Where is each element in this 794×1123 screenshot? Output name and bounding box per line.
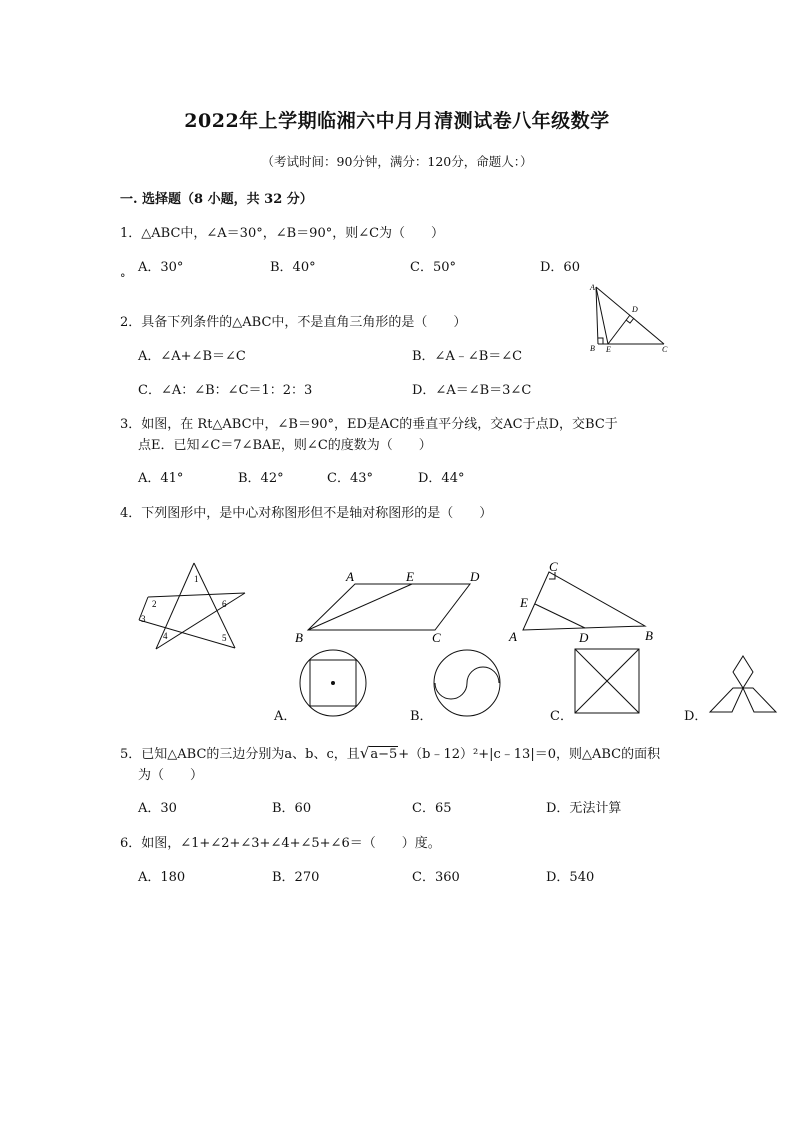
q3-label-b: B [590, 344, 595, 353]
q3-option-c: C．43° [327, 471, 373, 486]
para-label-c: C [432, 630, 441, 645]
q3-label-a: A [590, 283, 595, 292]
star-angle-4: 4 [163, 631, 168, 641]
question-6-stem: 6．如图，∠1+∠2+∠3+∠4+∠5+∠6＝（ ）度。 [120, 836, 441, 851]
q3-right-angle-b [598, 338, 603, 344]
q5-radicand: a−5 [370, 747, 398, 762]
q4-option-d: D． [684, 709, 708, 724]
tri-label-a: A [509, 629, 517, 644]
q5-option-d: D．无法计算 [546, 801, 622, 816]
para-label-b: B [295, 630, 303, 645]
page-title: 2022年上学期临湘六中月月清测试卷八年级数学 [184, 110, 610, 132]
q1-option-c: C．50° [410, 260, 456, 275]
star-angle-5: 5 [222, 633, 227, 643]
q2-option-a: A．∠A+∠B＝∠C [138, 349, 246, 364]
q2-option-c: C．∠A：∠B：∠C＝1：2：3 [138, 383, 313, 398]
question-5-stem-line1: 5．已知△ABC的三边分别为a、b、c，且√a−5+（b﹣12）²+|c﹣13|＝0，则△ABC的面积 [120, 744, 661, 762]
q4-option-b: B． [410, 709, 433, 724]
q5-option-a: A．30 [138, 801, 177, 816]
parallelogram-figure [290, 565, 490, 647]
section-heading: 一. 选择题（8 小题，共 32 分） [120, 192, 313, 207]
tri-label-e: E [520, 595, 528, 610]
q4-figure-d [708, 654, 778, 714]
star-figure [134, 560, 249, 655]
exam-info: （考试时间：90分钟，满分：120分，命题人：） [261, 154, 533, 169]
q3-figure [586, 282, 676, 354]
q6-option-c: C．360 [412, 870, 460, 885]
question-4-stem: 4．下列图形中，是中心对称图形但不是轴对称图形的是（ ） [120, 506, 493, 521]
q2-option-b: B．∠A﹣∠B＝∠C [412, 349, 523, 364]
question-3-stem-line2: 点E．已知∠C＝7∠BAE，则∠C的度数为（ ） [138, 438, 432, 453]
q5-option-b: B．60 [272, 801, 312, 816]
tri-label-d: D [579, 630, 589, 645]
q1-option-b: B．40° [270, 260, 316, 275]
q6-option-b: B．270 [272, 870, 320, 885]
q4-option-c: C． [550, 709, 573, 724]
q2-option-d: D．∠A＝∠B＝3∠C [412, 383, 532, 398]
q5-stem-post: +（b﹣12）²+|c﹣13|＝0，则△ABC的面积 [398, 747, 661, 762]
para-label-a: A [346, 569, 354, 584]
para-label-e: E [406, 569, 414, 584]
q3-option-b: B．42° [238, 471, 284, 486]
para-label-d: D [470, 569, 480, 584]
q3-label-e: E [606, 345, 611, 354]
q5-stem-pre: 5．已知△ABC的三边分别为a、b、c，且 [120, 747, 360, 762]
question-1-stem: 1．△ABC中，∠A＝30°，∠B＝90°，则∠C为（ ） [120, 226, 445, 241]
question-3-stem-line1: 3．如图，在 Rt△ABC中，∠B＝90°，ED是AC的垂直平分线，交AC于点D，交BC于 [120, 417, 618, 432]
star-angle-1: 1 [194, 574, 199, 584]
q4-figure-b [433, 649, 501, 717]
q3-segment-de [608, 315, 630, 344]
star-angle-2: 2 [152, 599, 157, 609]
q1-option-a: A．30° [138, 260, 184, 275]
tri-label-c: C [549, 559, 558, 574]
q3-option-d: D．44° [418, 471, 465, 486]
q3-label-c: C [662, 345, 668, 354]
q4-figure-a [299, 649, 367, 717]
question-2-stem: 2．具备下列条件的△ABC中，不是直角三角形的是（ ） [120, 315, 467, 330]
question-5-stem-line2: 为（ ） [138, 768, 204, 783]
q5-option-c: C．65 [412, 801, 452, 816]
star-angle-3: 3 [141, 614, 146, 624]
q6-option-d: D．540 [546, 870, 595, 885]
q3-option-a: A．41° [138, 471, 184, 486]
triangle-figure [505, 558, 665, 648]
q6-option-a: A．180 [138, 870, 186, 885]
star-angle-6: 6 [222, 599, 227, 609]
q1-option-d-degree: ° [120, 272, 126, 285]
q1-option-d: D．60 [540, 260, 580, 275]
q4-option-a: A． [274, 709, 297, 724]
tri-label-b: B [645, 628, 653, 643]
q4-figure-c [574, 648, 640, 714]
q3-label-d: D [632, 305, 638, 314]
